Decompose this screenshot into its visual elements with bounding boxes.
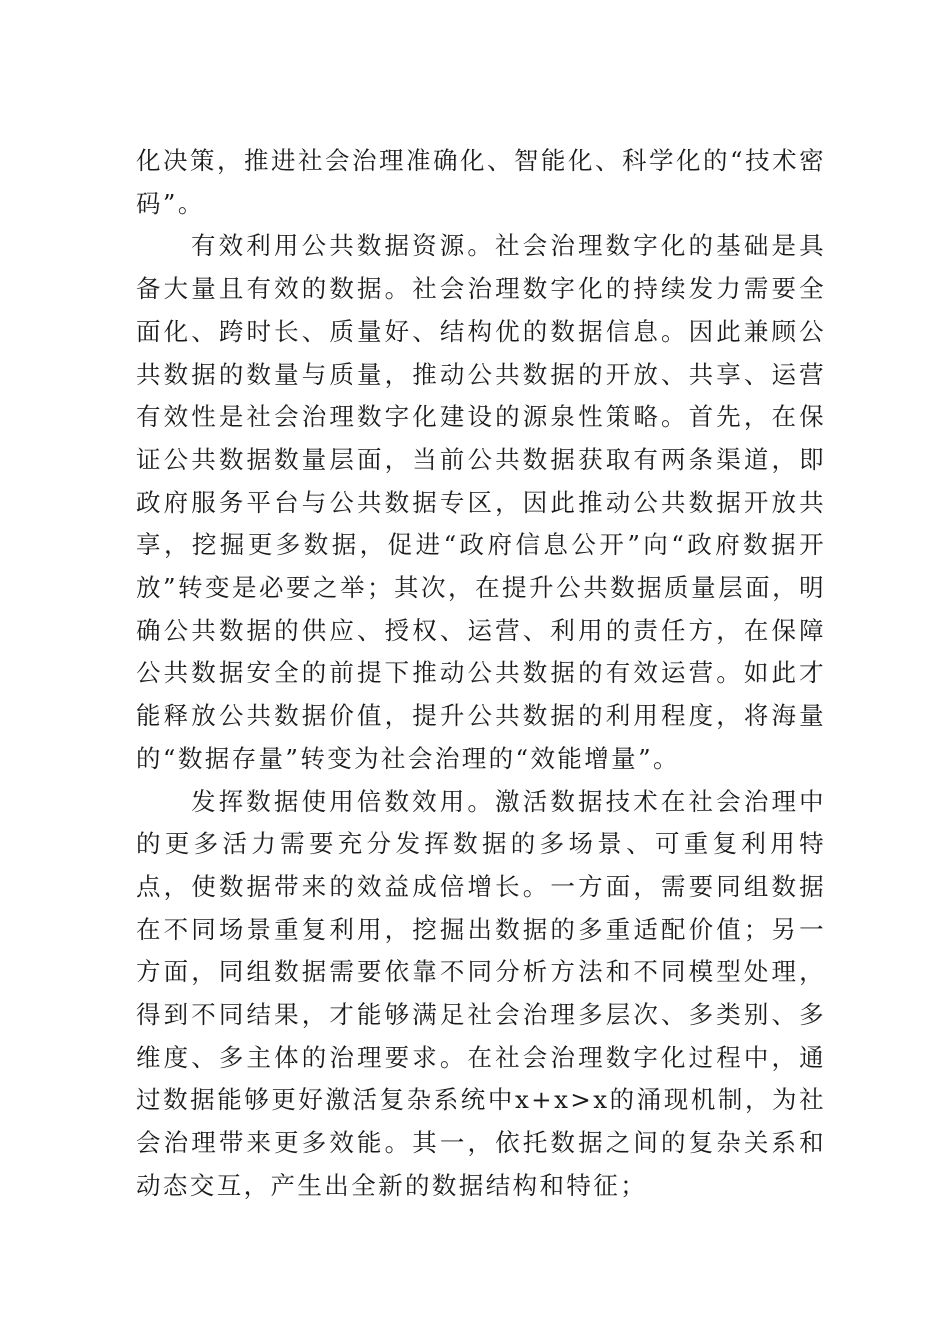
paragraph-data-multiplier-effect: 发挥数据使用倍数效用。激活数据技术在社会治理中的更多活力需要充分发挥数据的多场景、可重复利用特点，使数据带来的效益成倍增长。一方面，需要同组数据在不同场景重复利用，挖掘出数据的多重适配价值；另一方面，同组数据需要依靠不同分析方法和不同模型处理，得到不同结果，才能够满足社会治理多层次、多类别、多维度、多主体的治理要求。在社会治理数字化过程中，通过数据能够更好激活复杂系统中x+x>x的涌现机制，为社会治理带来更多效能。其一，依托数据之间的复杂关系和动态交互，产生出全新的数据结构和特征； (136, 786, 826, 1200)
document-body (136, 140, 826, 1208)
paragraph-continuation: 化决策，推进社会治理准确化、智能化、科学化的“技术密码”。 (136, 146, 826, 218)
paragraph-public-data-resources: 有效利用公共数据资源。社会治理数字化的基础是具备大量且有效的数据。社会治理数字化的持续发力需要全面化、跨时长、质量好、结构优的数据信息。因此兼顾公共数据的数量与质量，推动公共数据的开放、共享、运营有效性是社会治理数字化建设的源泉性策略。首先，在保证公共数据数量层面，当前公共数据获取有两条渠道，即政府服务平台与公共数据专区，因此推动公共数据开放共享，挖掘更多数据，促进“政府信息公开”向“政府数据开放”转变是必要之举；其次，在提升公共数据质量层面，明确公共数据的供应、授权、运营、利用的责任方，在保障公共数据安全的前提下推动公共数据的有效运营。如此才能释放公共数据价值，提升公共数据的利用程度，将海量的“数据存量”转变为社会治理的“效能增量”。 (136, 231, 826, 773)
